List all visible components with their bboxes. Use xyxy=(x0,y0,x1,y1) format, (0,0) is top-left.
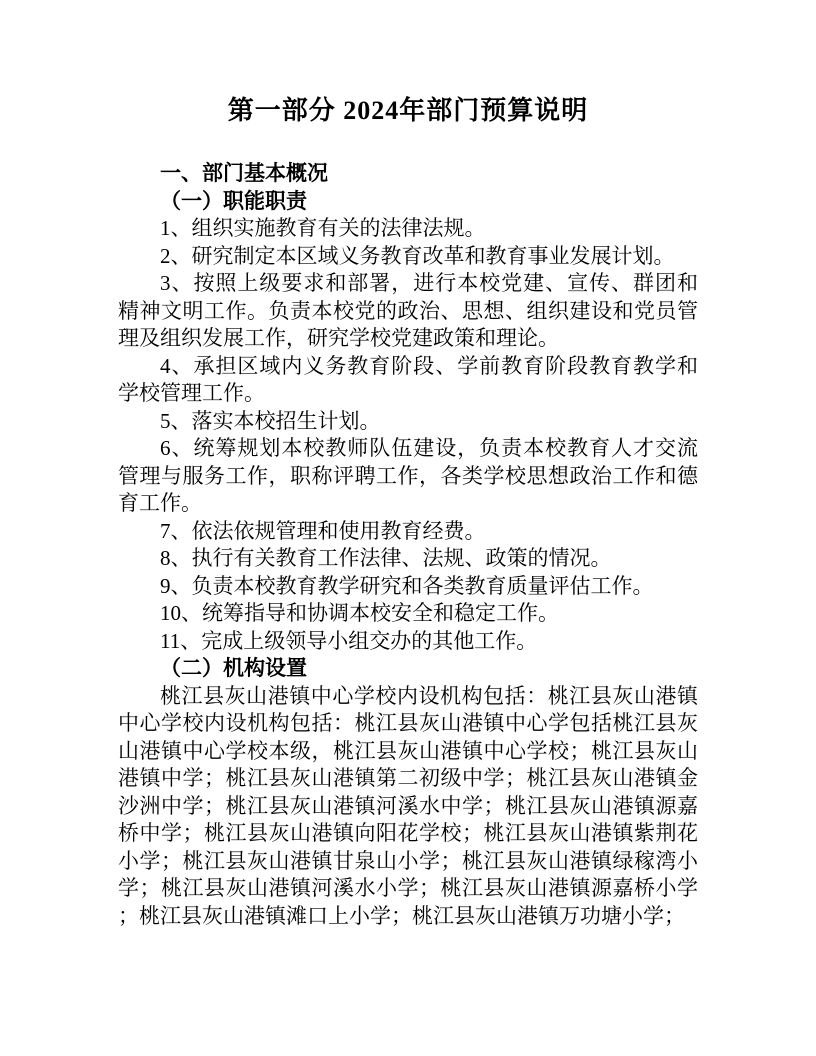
text-line: 9、负责本校教育教学研究和各类教育质量评估工作。 xyxy=(160,573,654,598)
heading-line: （二）机构设置 xyxy=(160,656,307,680)
text-line: 小学；桃江县灰山港镇甘泉山小学；桃江县灰山港镇绿稼湾小 xyxy=(118,848,698,873)
text-line: 5、落实本校招生计划。 xyxy=(160,408,381,433)
text-line: 沙洲中学；桃江县灰山港镇河溪水中学；桃江县灰山港镇源嘉 xyxy=(118,793,698,818)
text-line: 2、研究制定本区域义务教育改革和教育事业发展计划。 xyxy=(160,243,675,268)
text-line: 精神文明工作。负责本校党的政治、思想、组织建设和党员管 xyxy=(118,298,698,323)
text-line: 育工作。 xyxy=(118,491,202,515)
text-line: 中心学校内设机构包括：桃江县灰山港镇中心学包括桃江县灰 xyxy=(118,711,698,735)
text-line: 4、承担区域内义务教育阶段、学前教育阶段教育教学和 xyxy=(160,353,698,378)
text-line: 7、依法依规管理和使用教育经费。 xyxy=(160,518,486,543)
text-line: 学；桃江县灰山港镇河溪水小学；桃江县灰山港镇源嘉桥小学 xyxy=(118,876,698,900)
document-body xyxy=(118,160,698,930)
text-line: 桥中学；桃江县灰山港镇向阳花学校；桃江县灰山港镇紫荆花 xyxy=(118,821,698,845)
text-line: 港镇中学；桃江县灰山港镇第二初级中学；桃江县灰山港镇金 xyxy=(118,766,698,790)
text-line: 桃江县灰山港镇中心学校内设机构包括：桃江县灰山港镇 xyxy=(160,683,698,708)
text-line: 3、按照上级要求和部署，进行本校党建、宣传、群团和 xyxy=(160,271,698,295)
heading-line: 一、部门基本概况 xyxy=(160,161,328,185)
text-line: 管理与服务工作，职称评聘工作，各类学校思想政治工作和德 xyxy=(118,463,698,488)
text-line: 学校管理工作。 xyxy=(118,381,265,405)
text-line: ；桃江县灰山港镇滩口上小学；桃江县灰山港镇万功塘小学； xyxy=(118,903,685,928)
text-line: 6、统筹规划本校教师队伍建设，负责本校教育人才交流 xyxy=(160,436,698,460)
text-line: 8、执行有关教育工作法律、法规、政策的情况。 xyxy=(160,546,612,570)
text-line: 11、完成上级领导小组交办的其他工作。 xyxy=(160,628,538,653)
document-title: 第一部分 2024年部门预算说明 xyxy=(227,96,589,125)
text-line: 1、组织实施教育有关的法律法规。 xyxy=(160,216,486,240)
text-line: 10、统筹指导和协调本校安全和稳定工作。 xyxy=(160,601,559,625)
heading-line: （一）职能职责 xyxy=(160,188,307,213)
text-line: 山港镇中心学校本级，桃江县灰山港镇中心学校；桃江县灰山 xyxy=(118,738,698,763)
text-line: 理及组织发展工作，研究学校党建政策和理论。 xyxy=(118,326,559,350)
